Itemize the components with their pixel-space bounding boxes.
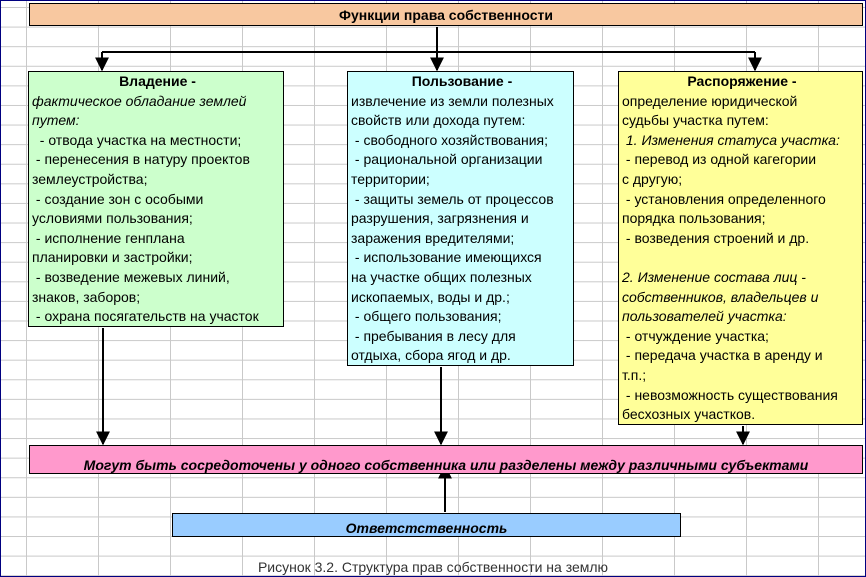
column-line: - исполнение генплана	[32, 229, 185, 246]
column-line: извлечение из земли полезных	[351, 92, 554, 109]
column-line: 1. Изменения статуса участка:	[622, 131, 840, 148]
column-heading: Пользование -	[411, 73, 513, 89]
column-line: - возведение межевых линий,	[32, 268, 230, 285]
column-line: - возведения строений и др.	[622, 229, 810, 246]
column-line: 2. Изменение состава лиц -	[622, 268, 806, 285]
column-line: т.п.;	[622, 366, 647, 383]
column-line: - установления определенного	[622, 190, 826, 207]
column-line: - общего пользования;	[351, 308, 502, 325]
disposal-box	[618, 71, 863, 425]
responsibility-box: Ответстственность	[172, 513, 681, 537]
column-line: путем:	[32, 112, 80, 129]
column-line: землеустройства;	[32, 170, 148, 187]
figure-caption: Рисунок 3.2. Структура прав собственности на землю	[257, 559, 609, 575]
use-box	[347, 71, 574, 366]
column-line: ископаемых, воды и др.;	[351, 288, 510, 305]
column-line: - отвода участка на местности;	[32, 131, 242, 148]
diagram-title: Функции права собственности	[29, 3, 863, 26]
column-line: разрушения, загрязнения и	[351, 210, 529, 227]
possession-box	[28, 71, 284, 327]
column-line: планировки и застройки;	[32, 249, 193, 266]
column-line: отдыха, сбора ягод и др.	[351, 347, 511, 364]
column-line: - пребывания в лесу для	[351, 327, 516, 344]
column-line: - рациональной организации	[351, 151, 543, 168]
column-line: - отчуждение участка;	[622, 327, 769, 344]
column-line: порядка пользования;	[622, 210, 766, 227]
column-line: пользователей участка:	[622, 308, 787, 325]
column-line: свойств или дохода путем:	[351, 112, 526, 129]
column-line: - защиты земель от процессов	[351, 190, 554, 207]
column-line: - охрана посягательств на участок	[32, 308, 259, 325]
column-line: - создание зон с особыми	[32, 190, 204, 207]
column-line: определение юридической	[622, 92, 798, 109]
column-line: судьбы участка путем:	[622, 112, 769, 129]
blank-line	[622, 248, 862, 268]
concentration-box: Могут быть сосредоточены у одного собственника или разделены между различными субъектами	[29, 445, 863, 474]
column-line: условиями пользования;	[32, 210, 193, 227]
column-line: на участке общих полезных	[351, 268, 532, 285]
column-line: заражения вредителями;	[351, 229, 515, 246]
column-line: бесхозных участков.	[622, 406, 756, 423]
column-line: - невозможность существования	[622, 386, 838, 403]
column-line: - передача участка в аренду и	[622, 347, 823, 364]
column-line: - перенесения в натуру проектов	[32, 151, 250, 168]
column-line: - использование имеющихся	[351, 249, 542, 266]
column-line: собственников, владельцев и	[622, 288, 819, 305]
column-line: - перевод из одной кагегории	[622, 151, 817, 168]
column-line: территории;	[351, 170, 430, 187]
column-line: с другую;	[622, 170, 683, 187]
column-heading: Владение -	[119, 73, 196, 89]
column-line: фактическое обладание землей	[32, 92, 247, 109]
column-heading: Распоряжение -	[687, 73, 797, 89]
column-line: - свободного хозяйствования;	[351, 131, 549, 148]
column-line: знаков, заборов;	[32, 288, 141, 305]
